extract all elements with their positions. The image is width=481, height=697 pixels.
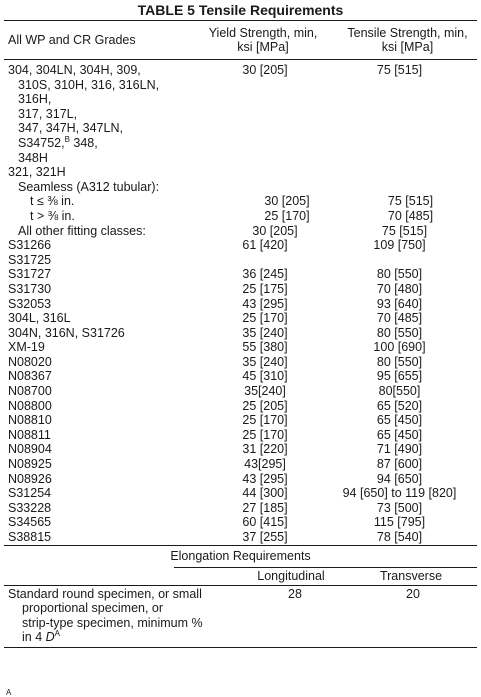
table-row — [4, 369, 477, 384]
yield-cell: 60 [415] — [242, 515, 288, 530]
grade-cell: N08926 — [8, 471, 52, 486]
yield-cell: 30 [205] — [252, 223, 298, 238]
grade-cell: S31730 — [8, 281, 52, 296]
grade-cell: XM-19 — [8, 340, 45, 355]
table-row — [4, 282, 477, 297]
grade-cell: 347, 347H, 347LN, — [18, 121, 123, 136]
tensile-cell: 95 [655] — [376, 369, 423, 384]
table-row — [4, 107, 477, 122]
bottom-rule — [4, 647, 477, 648]
tensile-cell: 73 [500] — [376, 500, 423, 515]
table-row — [4, 428, 477, 443]
elongation-label-line: proportional specimen, or — [22, 601, 164, 616]
footnote-ref: A — [54, 629, 61, 639]
tensile-cell: 109 [750] — [373, 238, 426, 253]
diameter-symbol: D — [45, 630, 55, 645]
table-header — [4, 21, 477, 59]
tensile-cell: 115 [795] — [373, 515, 426, 530]
yield-cell: 27 [185] — [242, 500, 288, 515]
grade-cell: 310S, 310H, 316, 316LN, — [18, 77, 160, 92]
grade-cell: S32053 — [8, 296, 52, 311]
tensile-cell: 65 [450] — [376, 413, 423, 428]
yield-cell: 35 [240] — [242, 325, 288, 340]
table-body — [4, 60, 477, 545]
table-row — [4, 209, 477, 224]
grade-cell: N08700 — [8, 384, 52, 399]
grade-cell: 316H, — [18, 92, 52, 107]
grade-cell: S31254 — [8, 486, 52, 501]
tensile-cell: 75 [515] — [387, 194, 434, 209]
table-row — [4, 267, 477, 282]
yield-cell: 55 [380] — [242, 340, 288, 355]
grade-cell: N08810 — [8, 413, 52, 428]
yield-cell: 25 [170] — [242, 311, 288, 326]
header-transverse: Transverse — [379, 568, 443, 583]
table-row — [4, 457, 477, 472]
table-row — [4, 224, 477, 239]
tensile-cell: 65 [520] — [376, 398, 423, 413]
table-row — [4, 253, 477, 268]
tensile-cell: 75 [515] — [376, 63, 423, 77]
grade-cell: N08367 — [8, 369, 52, 384]
tensile-cell: 93 [640] — [376, 296, 423, 311]
tensile-cell: 80[550] — [378, 384, 421, 399]
tensile-cell: 70 [480] — [376, 281, 423, 296]
transverse-value: 20 — [406, 586, 420, 601]
table-row — [4, 63, 477, 78]
tensile-cell: 75 [515] — [381, 223, 428, 238]
longitudinal-value: 28 — [288, 586, 302, 601]
yield-cell: 31 [220] — [242, 442, 288, 457]
header-yield-line1: Yield Strength, min, — [208, 26, 318, 40]
yield-cell: 25 [175] — [242, 281, 288, 296]
footnote-mark: A — [6, 688, 12, 697]
elongation-row — [4, 586, 477, 645]
header-tensile-line1: Tensile Strength, min, — [347, 26, 468, 40]
table-row — [4, 238, 477, 253]
grade-cell — [4, 136, 218, 151]
grade-cell: S33228 — [8, 500, 52, 515]
table-row — [4, 340, 477, 355]
tensile-cell: 70 [485] — [376, 311, 423, 326]
yield-cell: 36 [245] — [242, 267, 288, 282]
header-grades: All WP and CR Grades — [8, 33, 136, 47]
yield-cell: 43 [295] — [242, 296, 288, 311]
elongation-label — [4, 587, 241, 645]
table-row — [4, 515, 477, 530]
grade-text: S34752, — [18, 135, 65, 150]
tensile-cell: 80 [550] — [376, 325, 423, 340]
grade-cell: N08925 — [8, 457, 52, 472]
tensile-cell — [322, 253, 477, 268]
elongation-label-line — [8, 630, 241, 645]
tensile-cell: 78 [540] — [376, 530, 423, 544]
grade-cell: N08020 — [8, 354, 52, 369]
table-row — [4, 151, 477, 166]
table-row — [4, 384, 477, 399]
grade-cell: All other fitting classes: — [18, 223, 146, 238]
yield-cell: 25 [170] — [242, 427, 288, 442]
yield-cell: 25 [205] — [242, 398, 288, 413]
tensile-cell: 71 [490] — [376, 442, 423, 457]
table-row — [4, 180, 477, 195]
table-row — [4, 413, 477, 428]
yield-cell: 43 [295] — [242, 471, 288, 486]
grade-rows — [4, 238, 477, 544]
grade-cell: 304L, 316L — [8, 311, 71, 326]
footnote-ref: B — [64, 134, 70, 144]
grade-cell: 317, 317L, — [18, 106, 78, 121]
header-yield-line2: ksi [MPa] — [237, 40, 289, 54]
yield-cell: 37 [255] — [242, 530, 288, 544]
grade-cell: 304N, 316N, S31726 — [8, 325, 125, 340]
table-row — [4, 399, 477, 414]
tensile-cell: 80 [550] — [376, 267, 423, 282]
yield-cell — [208, 253, 322, 268]
yield-cell: 25 [170] — [242, 413, 288, 428]
table-title: TABLE 5 Tensile Requirements — [137, 2, 344, 18]
grade-cell: S31725 — [8, 252, 52, 267]
elongation-label-line: Standard round specimen, or small — [8, 586, 202, 601]
table-row — [4, 92, 477, 107]
yield-cell: 45 [310] — [242, 369, 288, 384]
grade-cell: 348H — [18, 150, 48, 165]
table-row — [4, 136, 477, 151]
yield-cell: 35[240] — [244, 384, 286, 399]
yield-cell: 35 [240] — [242, 354, 288, 369]
table-row — [4, 486, 477, 501]
table-row — [4, 326, 477, 341]
tensile-cell: 94 [650] — [376, 471, 423, 486]
table-row — [4, 355, 477, 370]
table-row — [4, 78, 477, 93]
yield-cell: 43[295] — [244, 457, 286, 472]
elongation-label-line: strip-type specimen, minimum % — [22, 615, 203, 630]
header-yield — [188, 26, 338, 54]
yield-cell: 30 [205] — [242, 63, 288, 77]
yield-cell: 25 [170] — [264, 208, 310, 223]
elongation-title: Elongation Requirements — [170, 548, 311, 563]
grade-cell: S38815 — [8, 530, 52, 544]
grade-cell: N08800 — [8, 398, 52, 413]
header-tensile-line2: ksi [MPa] — [381, 40, 434, 54]
grade-cell: t ≤ ⅜ in. — [30, 194, 75, 209]
tensile-cell: 65 [450] — [376, 427, 423, 442]
header-tensile — [338, 26, 477, 54]
yield-cell: 44 [300] — [242, 486, 288, 501]
table-row — [4, 165, 477, 180]
grade-cell: 321, 321H — [8, 165, 66, 180]
grade-cell: Seamless (A312 tubular): — [18, 179, 160, 194]
table-row — [4, 297, 477, 312]
tensile-cell: 80 [550] — [376, 354, 423, 369]
table-row — [4, 442, 477, 457]
yield-cell: 30 [205] — [264, 194, 310, 209]
tensile-cell: 100 [690] — [373, 340, 426, 355]
grade-cell: S34565 — [8, 515, 52, 530]
grade-cell: N08811 — [8, 427, 51, 442]
table-row — [4, 311, 477, 326]
elongation-label-text: in 4 — [22, 630, 46, 645]
yield-cell: 61 [420] — [242, 238, 288, 253]
tensile-cell: 70 [485] — [387, 208, 434, 223]
table-row — [4, 501, 477, 516]
grade-cell: S31266 — [8, 238, 52, 253]
grade-cell: N08904 — [8, 442, 52, 457]
header-longitudinal: Longitudinal — [257, 568, 325, 583]
table-row — [4, 530, 477, 545]
table-row — [4, 121, 477, 136]
elongation-header — [4, 568, 477, 585]
tensile-cell: 87 [600] — [376, 457, 423, 472]
table-row — [4, 472, 477, 487]
grade-text: 348, — [69, 135, 98, 150]
grade-cell: 304, 304LN, 304H, 309, — [8, 63, 141, 77]
tensile-cell: 94 [650] to 119 [820] — [342, 486, 457, 501]
grade-cell: t > ⅜ in. — [30, 208, 75, 223]
grade-cell: S31727 — [8, 267, 52, 282]
table-row — [4, 194, 477, 209]
